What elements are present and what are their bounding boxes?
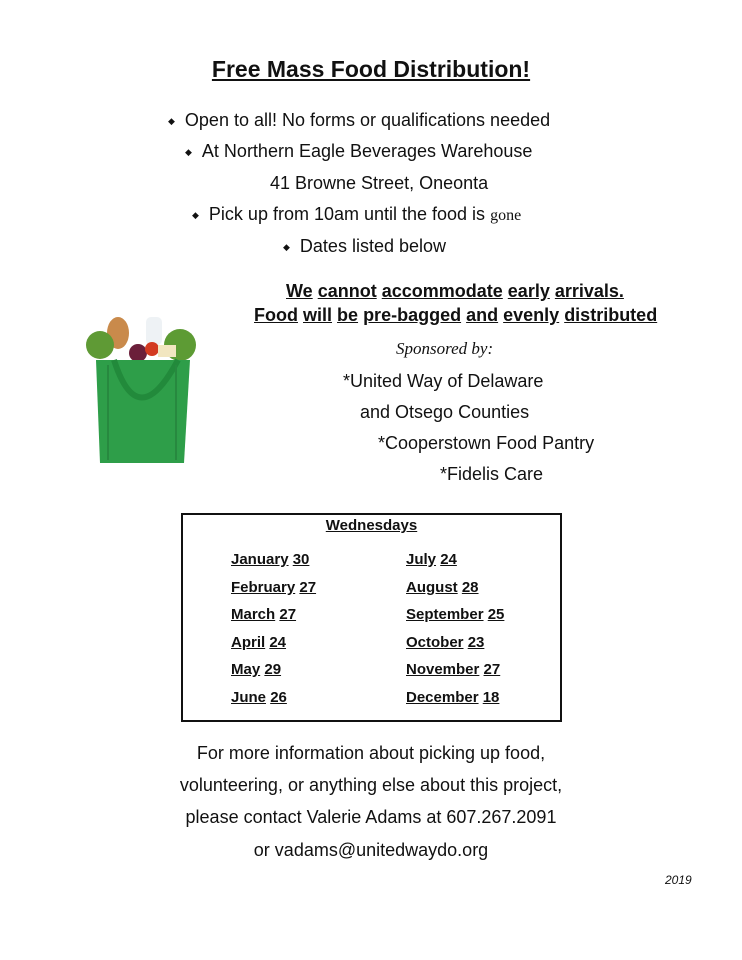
- contact-line: or vadams@unitedwaydo.org: [253, 840, 489, 860]
- date-entry: [406, 661, 500, 678]
- bullet-item: [185, 140, 532, 163]
- flyer-title: Free Mass Food Distribution!: [211, 56, 531, 82]
- bullet-text: At Northern Eagle Beverages Warehouse: [201, 141, 533, 161]
- diamond-bullet-icon: ◆: [168, 116, 175, 126]
- date-entry: [231, 661, 281, 678]
- date-day: 24: [440, 551, 457, 568]
- date-entry: [231, 551, 309, 568]
- date-day: 24: [269, 634, 287, 651]
- date-entry: [406, 634, 484, 651]
- grocery-bag-image: [78, 315, 204, 465]
- date-day: 27: [483, 661, 501, 678]
- date-day: 25: [487, 606, 505, 623]
- date-month: September: [406, 606, 484, 623]
- year-label: 2019: [665, 873, 692, 887]
- date-month: March: [231, 606, 276, 623]
- notice-line-2: Food will be pre-bagged and evenly distributed: [254, 305, 658, 325]
- date-month: April: [231, 634, 266, 651]
- sponsor: *United Way of Delaware: [343, 371, 544, 391]
- date-entry: [406, 689, 499, 706]
- bullet-text: Pick up from 10am until the food is: [208, 204, 486, 224]
- date-day: 18: [482, 689, 500, 706]
- date-month: December: [406, 689, 479, 706]
- bullet-item: [283, 235, 446, 258]
- date-entry: [231, 579, 316, 596]
- date-entry: [231, 606, 296, 623]
- date-day: 26: [270, 689, 287, 706]
- date-month: October: [406, 634, 464, 651]
- dates-heading: Wednesdays: [325, 517, 418, 534]
- diamond-bullet-icon: ◆: [192, 210, 199, 220]
- date-day: 27: [279, 606, 297, 623]
- date-month: July: [406, 551, 437, 568]
- bullet-text-gone: gone: [490, 207, 522, 224]
- date-entry: [406, 551, 457, 568]
- bullet-text: Open to all! No forms or qualifications needed: [184, 110, 551, 130]
- date-entry: [231, 689, 287, 706]
- date-day: 27: [299, 579, 317, 596]
- diamond-bullet-icon: ◆: [185, 147, 192, 157]
- contact-line: please contact Valerie Adams at 607.267.2091: [185, 807, 557, 827]
- date-month: August: [406, 579, 458, 596]
- bullet-item: [168, 109, 550, 132]
- diamond-bullet-icon: ◆: [283, 242, 290, 252]
- date-month: January: [231, 551, 289, 568]
- date-month: May: [231, 661, 261, 678]
- sponsor: and Otsego Counties: [360, 402, 530, 422]
- date-entry: [231, 634, 286, 651]
- contact-line: volunteering, or anything else about this project,: [179, 775, 563, 795]
- date-day: 23: [467, 634, 485, 651]
- date-day: 30: [292, 551, 310, 568]
- date-day: 28: [461, 579, 479, 596]
- date-day: 29: [264, 661, 282, 678]
- address: 41 Browne Street, Oneonta: [270, 173, 489, 193]
- date-entry: [406, 579, 479, 596]
- date-month: November: [406, 661, 480, 678]
- date-entry: [406, 606, 504, 623]
- contact-line: For more information about picking up food,: [196, 743, 546, 763]
- date-month: February: [231, 579, 296, 596]
- bullet-item: [192, 203, 521, 227]
- sponsor: *Cooperstown Food Pantry: [378, 433, 595, 453]
- bullet-text: Dates listed below: [299, 236, 446, 256]
- date-month: June: [231, 689, 267, 706]
- notice-line-1: We cannot accommodate early arrivals.: [286, 281, 624, 301]
- sponsor: *Fidelis Care: [440, 464, 544, 484]
- sponsored-by-label: Sponsored by:: [396, 339, 494, 358]
